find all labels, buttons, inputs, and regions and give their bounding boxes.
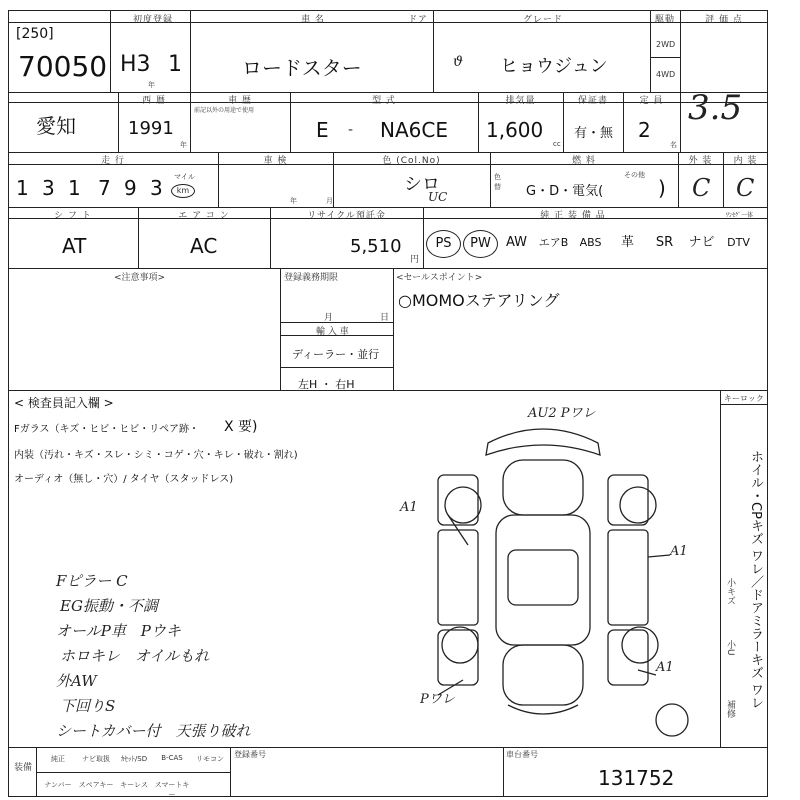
fuel-close: ) bbox=[658, 176, 666, 200]
mileage-unit-km: km bbox=[171, 184, 195, 198]
car-body bbox=[496, 515, 590, 645]
row-line-6 bbox=[8, 747, 768, 748]
chassis-number: 131752 bbox=[598, 766, 675, 790]
equipment-item: PS bbox=[426, 230, 461, 258]
keylock-label: キーロック bbox=[724, 394, 764, 403]
border-right bbox=[767, 10, 768, 796]
recycle-unit: 円 bbox=[410, 255, 420, 265]
equipment-item: 革 bbox=[620, 235, 634, 250]
audio-line: オーディオ（無し・穴）/ タイヤ（スタッドレス) bbox=[14, 474, 234, 485]
sales-point: ○MOMOステアリング bbox=[398, 291, 560, 310]
footer-item: スペアキー bbox=[78, 781, 114, 789]
displacement-label: 排気量 bbox=[505, 96, 536, 106]
handwritten-line: ホロキレ オイルもれ bbox=[60, 647, 210, 665]
equipment-item: ナビ bbox=[688, 235, 715, 250]
row-line-5 bbox=[8, 390, 768, 391]
equipment-item: エアB bbox=[538, 236, 569, 249]
score: 3.5 bbox=[688, 88, 743, 128]
h-mid-1 bbox=[280, 322, 393, 323]
car-roof-top bbox=[486, 429, 600, 455]
mileage-digit-6: 3 bbox=[150, 176, 163, 200]
handwritten-line: シートカバー付 天張り破れ bbox=[56, 722, 251, 740]
interior-label: 内 装 bbox=[733, 156, 758, 166]
mark-right-lower: A1 bbox=[656, 660, 674, 675]
mark-top: AU2 Pワレ bbox=[528, 406, 596, 421]
recycle-label: リサイクル預託金 bbox=[307, 211, 386, 221]
handwritten-line: 下回りS bbox=[60, 697, 116, 715]
car-left-front bbox=[438, 475, 478, 525]
capacity-unit: 名 bbox=[670, 141, 677, 149]
equipment-item: AW bbox=[505, 235, 528, 250]
door-label: ドア bbox=[408, 15, 428, 25]
auction-sheet bbox=[8, 10, 768, 799]
car-trunk bbox=[503, 645, 583, 705]
fuel-other-label: その他 bbox=[624, 171, 645, 179]
mileage-digit-4: 7 bbox=[98, 176, 111, 200]
first-reg-month: 1 bbox=[168, 52, 182, 77]
lot-number: 70050 bbox=[18, 50, 108, 83]
shaken-label: 車 検 bbox=[263, 156, 288, 166]
car-left-door bbox=[438, 530, 478, 625]
footer-item: キーレス bbox=[120, 781, 148, 789]
steering-option: 左H ・ 右H bbox=[298, 378, 355, 391]
model-label: 型 式 bbox=[372, 96, 396, 106]
reg-number-label: 登録番号 bbox=[234, 750, 266, 759]
mileage-label: 走 行 bbox=[101, 156, 125, 166]
mark-bottom-left: Pワレ bbox=[420, 692, 455, 707]
first-reg-label: 初度登録 bbox=[132, 15, 173, 25]
wheel-rear-right bbox=[622, 627, 658, 663]
mark-line-right-up bbox=[648, 555, 670, 557]
side-small-1: 小キズ bbox=[725, 578, 735, 605]
model-prefix: E bbox=[316, 118, 329, 142]
dealer-option: ディーラー・並行 bbox=[292, 348, 380, 361]
sales-label: <セールスポイント> bbox=[396, 273, 483, 283]
interior-grade: C bbox=[736, 174, 755, 202]
mark-left: A1 bbox=[400, 500, 418, 515]
drive-2wd: 2WD bbox=[656, 40, 676, 49]
border-bottom bbox=[8, 796, 768, 797]
h-drive bbox=[650, 57, 680, 58]
h-keylock bbox=[720, 404, 768, 405]
color-change-label: 色替 bbox=[494, 173, 501, 191]
drive-label: 駆動 bbox=[654, 15, 675, 25]
chassis-label: 車台番号 bbox=[506, 750, 538, 759]
exterior-grade: C bbox=[692, 174, 711, 202]
recall-label: 保証書 bbox=[577, 96, 608, 106]
side-small-2: 小U bbox=[725, 640, 735, 656]
equipment-item: ABS bbox=[579, 236, 602, 249]
color-label: 色 (Col.No) bbox=[382, 156, 441, 166]
exterior-label: 外 装 bbox=[688, 156, 713, 166]
border-top bbox=[8, 10, 768, 11]
model-dash: - bbox=[348, 122, 354, 138]
displacement-unit: cc bbox=[553, 140, 561, 148]
car-name: ロードスター bbox=[242, 56, 362, 80]
registration-month: 月 bbox=[324, 313, 334, 323]
car-right-rear bbox=[608, 630, 648, 685]
equipment-item: PW bbox=[463, 230, 498, 258]
v-r1-a bbox=[110, 10, 111, 92]
car-cabin bbox=[508, 550, 578, 605]
windshield-mark: X 要) bbox=[224, 419, 258, 435]
footer-item: B-CAS bbox=[161, 754, 183, 762]
handwritten-line: 外AW bbox=[56, 672, 97, 690]
aircon-label: エ ア コ ン bbox=[178, 211, 230, 221]
footer-item: スマートキー bbox=[154, 781, 190, 799]
year-unit: 年 bbox=[180, 141, 187, 149]
color-code: UC bbox=[428, 190, 448, 204]
interior-line: 内装（汚れ・キズ・スレ・シミ・コゲ・穴・キレ・破れ・割れ) bbox=[14, 450, 298, 461]
handwritten-line: Fピラー C bbox=[56, 572, 128, 590]
v-ft-b bbox=[230, 747, 231, 796]
car-right-door bbox=[608, 530, 648, 625]
car-name-label: 車 名 bbox=[301, 15, 325, 25]
car-hood bbox=[503, 460, 583, 515]
mileage-unit-mile: マイル bbox=[174, 173, 195, 181]
footer-item: ｶｾｯﾄ/SD bbox=[120, 755, 148, 763]
first-reg-month-unit: 年 bbox=[148, 81, 155, 89]
v-r1-b bbox=[190, 10, 191, 92]
inspection-label: 車 歴 bbox=[228, 96, 252, 106]
v-keylock bbox=[720, 390, 721, 747]
row-line-4 bbox=[8, 268, 768, 269]
equipment-item: SR bbox=[655, 235, 674, 250]
handwritten-line: EG振動・不調 bbox=[60, 597, 158, 615]
recall-value: 有・無 bbox=[574, 126, 614, 141]
shift: AT bbox=[62, 234, 87, 258]
notes-label: <注意事項> bbox=[114, 273, 166, 283]
first-reg-era: H3 bbox=[120, 52, 151, 77]
handwritten-circle bbox=[652, 700, 692, 740]
capacity-label: 定 員 bbox=[639, 96, 664, 106]
v-r1-e bbox=[680, 10, 681, 152]
registration-label: 登録義務期限 bbox=[284, 273, 339, 283]
footer-item: ナンバー bbox=[44, 781, 72, 789]
car-rear-bumper bbox=[508, 705, 578, 714]
year-label: 西 暦 bbox=[142, 96, 166, 106]
footer-item: ナビ取扱 bbox=[82, 755, 110, 763]
mark-line-right-low bbox=[638, 670, 656, 675]
mileage-digit-1: 1 bbox=[16, 176, 29, 200]
tv-label: ﾜﾝｾｸﾞ一体 bbox=[726, 212, 754, 219]
equipment-label: 純 正 装 備 品 bbox=[540, 211, 606, 221]
v-mid-b bbox=[393, 268, 394, 390]
footer-label: 装備 bbox=[14, 763, 33, 773]
displacement: 1,600 bbox=[486, 118, 544, 142]
capacity: 2 bbox=[638, 118, 651, 142]
mileage-digit-3: 1 bbox=[68, 176, 81, 200]
door-mark: ϑ bbox=[453, 54, 464, 70]
equipment-item: DTV bbox=[727, 236, 750, 249]
score-label: 評 価 点 bbox=[705, 15, 743, 25]
fuel-label: 燃 料 bbox=[572, 156, 596, 166]
windshield-line: Fガラス（キズ・ヒビ・ヒビ・リペア跡・ bbox=[14, 424, 200, 435]
fuel-value: G・D・電気( bbox=[526, 184, 604, 199]
drive-4wd: 4WD bbox=[656, 70, 676, 79]
wheel-rear-left bbox=[442, 627, 478, 663]
shaken-year-unit: 年 bbox=[290, 197, 297, 205]
model-code: NA6CE bbox=[380, 118, 448, 142]
aircon: AC bbox=[190, 234, 218, 258]
footer-item: 純正 bbox=[51, 755, 65, 763]
shift-label: シ フ ト bbox=[54, 211, 92, 221]
mark-right-upper: A1 bbox=[670, 544, 688, 559]
car-right-front bbox=[608, 475, 648, 525]
side-small-3: 補修 bbox=[725, 700, 735, 718]
recycle: 5,510 bbox=[350, 236, 402, 257]
inspection-note: 前記以外の用途で使用 bbox=[194, 107, 255, 114]
inspection-title: < 検査員記入欄 > bbox=[14, 396, 114, 410]
side-vertical-text: ホイル・CPキズ ワレ／ドアミラーキズ ワレ bbox=[748, 450, 763, 710]
border-left bbox=[8, 10, 9, 796]
v-ft-c bbox=[503, 747, 504, 796]
registration-day: 日 bbox=[380, 313, 390, 323]
h-ft bbox=[36, 772, 230, 773]
region: 愛知 bbox=[36, 114, 76, 138]
year: 1991 bbox=[128, 118, 174, 139]
footer-item: リモコン bbox=[196, 755, 224, 763]
grade: ヒョウジュン bbox=[500, 56, 608, 77]
shaken-month-unit: 月 bbox=[326, 197, 333, 205]
handwritten-line: オールP車 Pウキ bbox=[56, 622, 181, 640]
mileage-digit-2: 3 bbox=[42, 176, 55, 200]
mileage-digit-5: 9 bbox=[124, 176, 137, 200]
wheel-front-right bbox=[620, 487, 656, 523]
v-mid-a bbox=[280, 268, 281, 390]
lot-box: [250] bbox=[16, 26, 54, 42]
color: シロ bbox=[404, 174, 440, 195]
grade-label: グレード bbox=[522, 15, 563, 25]
import-label: 輸 入 車 bbox=[316, 327, 349, 337]
h-mid-3 bbox=[280, 367, 393, 368]
